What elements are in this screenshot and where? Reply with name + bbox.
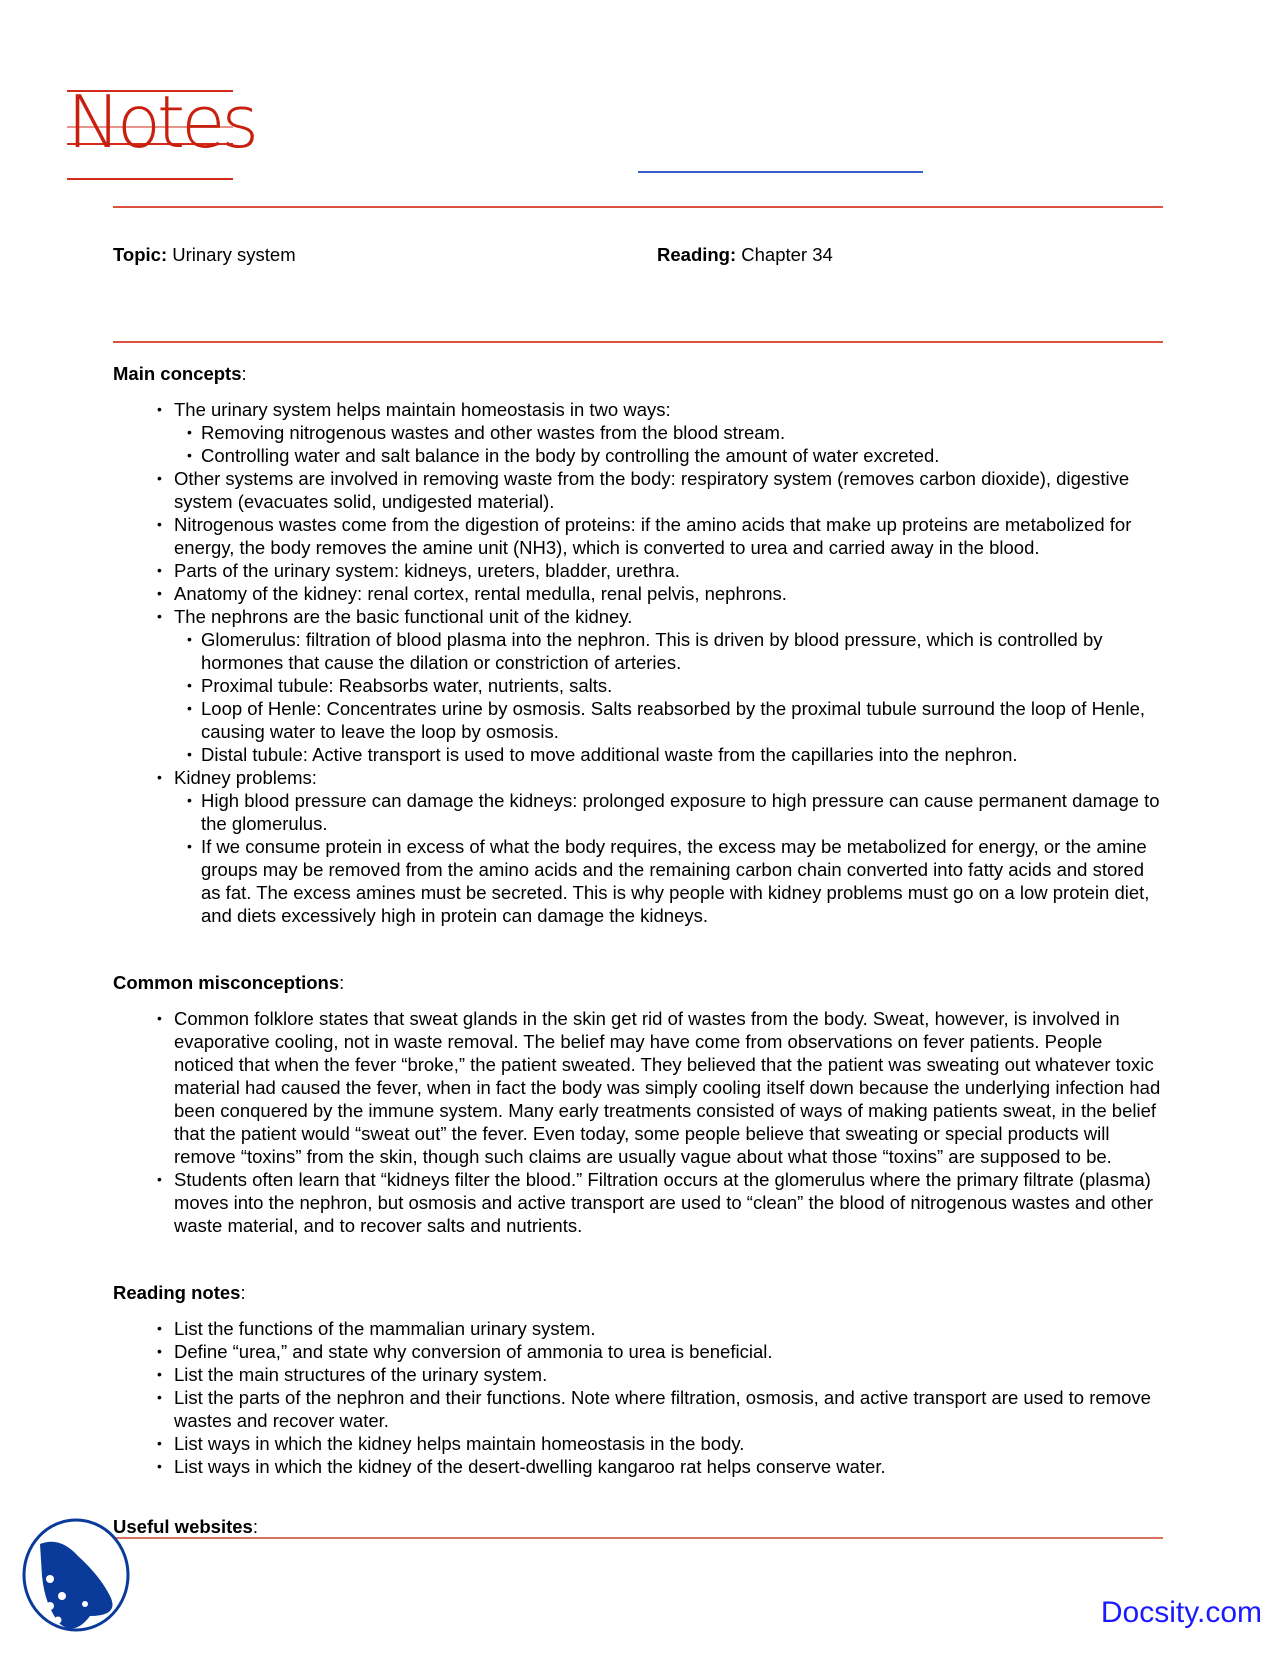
divider <box>113 341 1163 343</box>
reading-field: Reading: Chapter 34 <box>657 244 833 265</box>
list-item: • If we consume protein in excess of what the body requires, the excess may be metabolized for energy, or the amine groups may be removed from the amino acids and the remaining carbon chain converted into fatty acids and stored as fat. The excess amines must be secreted. This is why people with kidney problems must go on a low protein diet, and diets excessively high in protein can damage the kidneys. <box>113 835 1163 927</box>
docsity-seal-icon <box>20 1516 132 1634</box>
list-item: • List the main structures of the urinary system. <box>113 1363 1163 1386</box>
list-item: • List ways in which the kidney helps maintain homeostasis in the body. <box>113 1432 1163 1455</box>
list-item: • Proximal tubule: Reabsorbs water, nutrients, salts. <box>113 674 1163 697</box>
blue-divider <box>638 171 923 173</box>
bullet-list <box>113 398 1163 927</box>
list-item: • List the parts of the nephron and their functions. Note where filtration, osmosis, and active transport are used to remove wastes and recover water. <box>113 1386 1163 1432</box>
divider <box>113 1537 1163 1539</box>
list-item: • List ways in which the kidney of the desert-dwelling kangaroo rat helps conserve water. <box>113 1455 1163 1478</box>
useful-websites-section: Useful websites: <box>113 1516 258 1537</box>
list-item: • Kidney problems: <box>113 766 1163 789</box>
list-item: • Students often learn that “kidneys filter the blood.” Filtration occurs at the glomerulus where the primary filtrate (plasma) moves into the nephron, but osmosis and active transport are used to “clean” the blood of nitrogenous wastes and other waste material, and to recover salts and nutrients. <box>113 1168 1163 1237</box>
bullet-list <box>113 1317 1163 1478</box>
list-item: • Anatomy of the kidney: renal cortex, rental medulla, renal pelvis, nephrons. <box>113 582 1163 605</box>
list-item: • Define “urea,” and state why conversion of ammonia to urea is beneficial. <box>113 1340 1163 1363</box>
list-item: • Distal tubule: Active transport is used to move additional waste from the capillaries into the nephron. <box>113 743 1163 766</box>
topic-field: Topic: Urinary system <box>113 244 296 265</box>
list-item: • Controlling water and salt balance in the body by controlling the amount of water excreted. <box>113 444 1163 467</box>
main-concepts-section: Main concepts: • The urinary system helps maintain homeostasis in two ways: • Removing nitrogenous wastes and other wastes from the blood stream. • Controlling water and salt balance in the body by controlling the amount of water excreted. • Other systems are involved in removing waste from the body: respiratory system (removes carbon dioxide), digestive system (evacuates solid, undigested material). • Nitrogenous wastes come from the digestion of proteins: if the amino acids that make up proteins are metabolized for energy, the body removes the amine unit (NH3), which is converted to urea and carried away in the blood. • Parts of the urinary system: kidneys, ureters, bladder, urethra. • Anatomy of the kidney: renal cortex, rental medulla, renal pelvis, nephrons. • The nephrons are the basic functional unit of the kidney. • Glomerulus: filtration of blood plasma into the nephron. This is driven by blood pressure, which is controlled by hormones that cause the dilation or constriction of arteries. • Proximal tubule: Reabsorbs water, nutrients, salts. • Loop of Henle: Concentrates urine by osmosis. Salts reabsorbed by the proximal tubule surround the loop of Henle, causing water to leave the loop by osmosis. • Distal tubule: Active transport is used to move additional waste from the capillaries into the nephron. • Kidney problems: • High blood pressure can damage the kidneys: prolonged exposure to high pressure can cause permanent damage to the glomerulus. • If we consume protein in excess of what the body requires, the excess may be metabolized for energy, or the amine groups may be removed from the amino acids and the remaining carbon chain converted into fatty acids and stored as fat. The excess amines must be secreted. This is why people with kidney problems must go on a low protein diet, and diets excessively high in protein can damage the kidneys. <box>113 361 1163 927</box>
list-item: • Other systems are involved in removing waste from the body: respiratory system (removes carbon dioxide), digestive system (evacuates solid, undigested material). <box>113 467 1163 513</box>
section-heading: Common misconceptions <box>113 972 340 993</box>
logo-text: Notes <box>67 80 255 164</box>
list-item: • High blood pressure can damage the kidneys: prolonged exposure to high pressure can cause permanent damage to the glomerulus. <box>113 789 1163 835</box>
list-item: • Common folklore states that sweat glands in the skin get rid of wastes from the body. Sweat, however, is involved in evaporative cooling, not in waste removal. The belief may have come from observations on fever patients. People noticed that when the fever “broke,” the patient sweated. They believed that the patient was sweating out whatever toxic material had caused the fever, when in fact the body was simply cooling itself down because the underlying infection had been conquered by the immune system. Many early treatments consisted of ways of making patients sweat, in the belief that the patient would “sweat out” the fever. Even today, some people believe that sweating or special products will remove “toxins” from the skin, though such claims are usually vague about what those “toxins” are supposed to be. <box>113 1007 1163 1168</box>
list-item: • The urinary system helps maintain homeostasis in two ways: <box>113 398 1163 421</box>
notes-logo <box>67 80 255 182</box>
list-item: • Glomerulus: filtration of blood plasma into the nephron. This is driven by blood pressure, which is controlled by hormones that cause the dilation or constriction of arteries. <box>113 628 1163 674</box>
list-item: • Loop of Henle: Concentrates urine by osmosis. Salts reabsorbed by the proximal tubule surround the loop of Henle, causing water to leave the loop by osmosis. <box>113 697 1163 743</box>
misconceptions-section: Common misconceptions: • Common folklore states that sweat glands in the skin get rid of wastes from the body. Sweat, however, is involved in evaporative cooling, not in waste removal. The belief may have come from observations on fever patients. People noticed that when the fever “broke,” the patient sweated. They believed that the patient was sweating out whatever toxic material had caused the fever, when in fact the body was simply cooling itself down because the underlying infection had been conquered by the immune system. Many early treatments consisted of ways of making patients sweat, in the belief that the patient would “sweat out” the fever. Even today, some people believe that sweating or special products will remove “toxins” from the skin, though such claims are usually vague about what those “toxins” are supposed to be. • Students often learn that “kidneys filter the blood.” Filtration occurs at the glomerulus where the primary filtrate (plasma) moves into the nephron, but osmosis and active transport are used to “clean” the blood of nitrogenous wastes and other waste material, and to recover salts and nutrients. <box>113 970 1163 1237</box>
docsity-link[interactable]: Docsity.com <box>1100 1596 1262 1629</box>
reading-notes-section: Reading notes: • List the functions of the mammalian urinary system. • Define “urea,” and state why conversion of ammonia to urea is beneficial. • List the main structures of the urinary system. • List the parts of the nephron and their functions. Note where filtration, osmosis, and active transport are used to remove wastes and recover water. • List ways in which the kidney helps maintain homeostasis in the body. • List ways in which the kidney of the desert-dwelling kangaroo rat helps conserve water. <box>113 1280 1163 1478</box>
list-item: • Removing nitrogenous wastes and other wastes from the blood stream. <box>113 421 1163 444</box>
section-heading: Main concepts <box>113 363 242 384</box>
divider <box>113 206 1163 208</box>
bullet-list <box>113 1007 1163 1237</box>
section-heading: Useful websites <box>113 1516 253 1537</box>
list-item: • Parts of the urinary system: kidneys, ureters, bladder, urethra. <box>113 559 1163 582</box>
list-item: • List the functions of the mammalian urinary system. <box>113 1317 1163 1340</box>
list-item: • The nephrons are the basic functional unit of the kidney. <box>113 605 1163 628</box>
section-heading: Reading notes <box>113 1282 241 1303</box>
list-item: • Nitrogenous wastes come from the digestion of proteins: if the amino acids that make up proteins are metabolized for energy, the body removes the amine unit (NH3), which is converted to urea and carried away in the blood. <box>113 513 1163 559</box>
